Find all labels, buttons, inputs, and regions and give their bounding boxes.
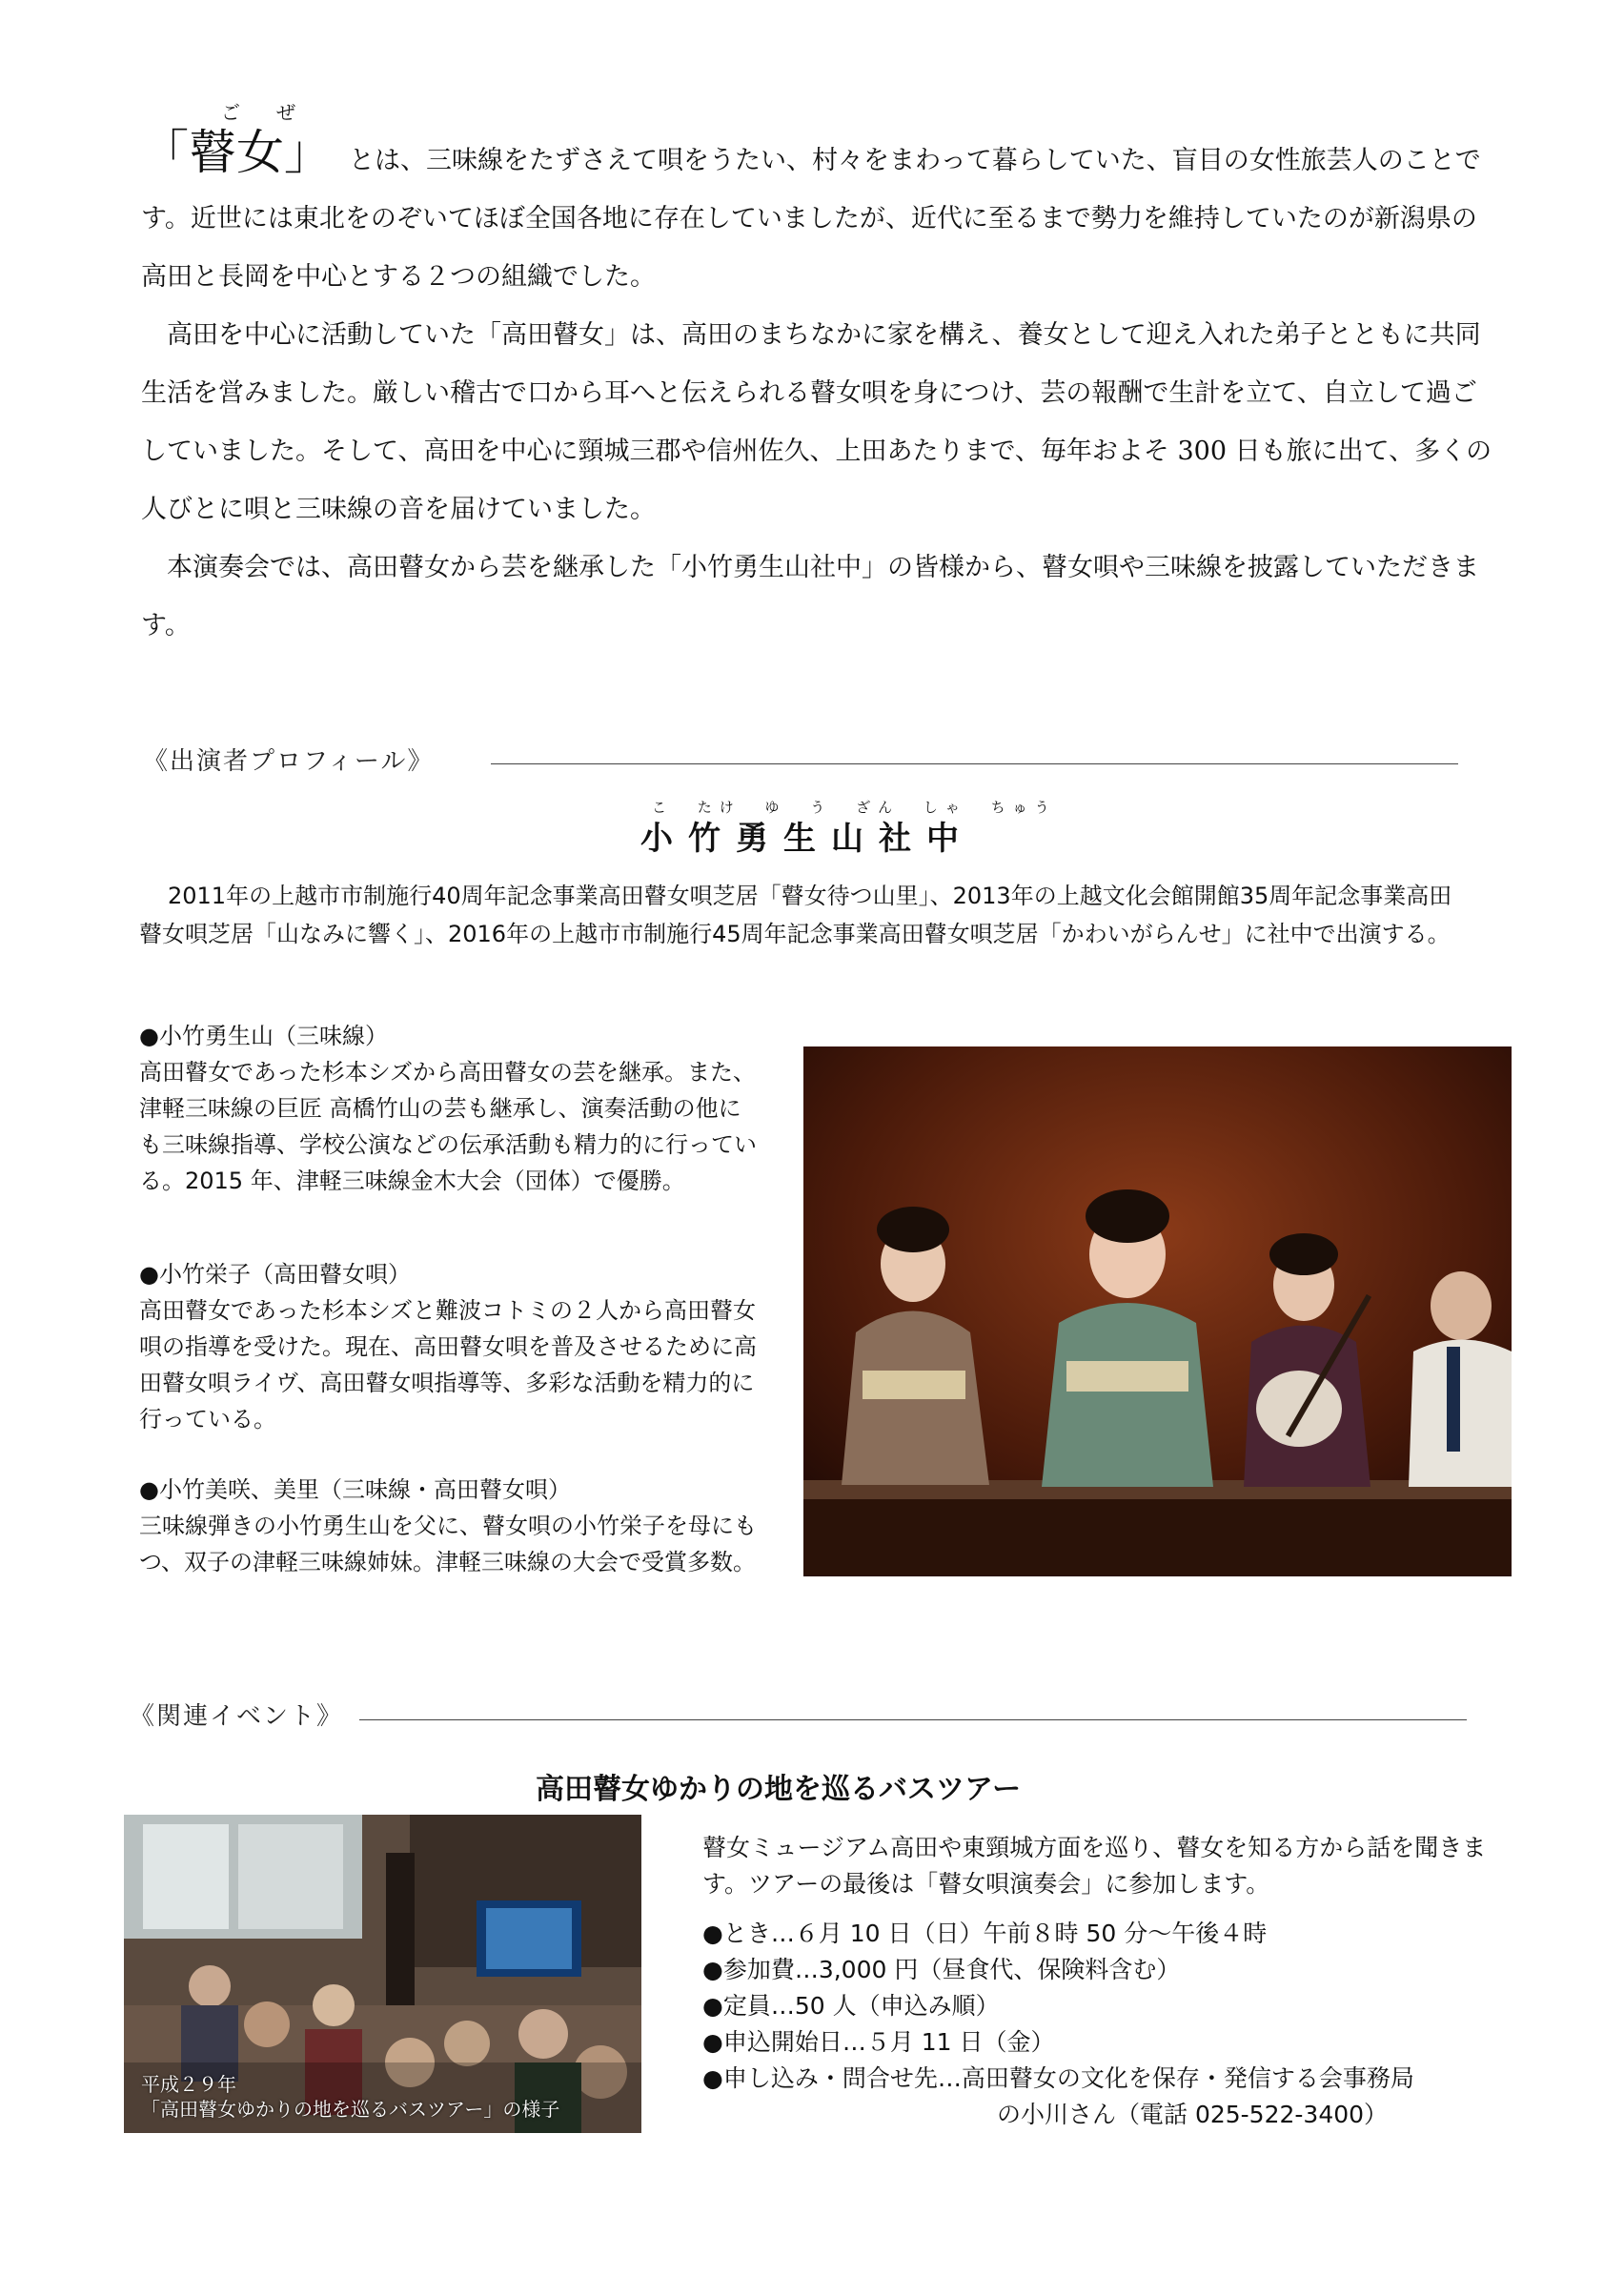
event-title: 高田瞽女ゆかりの地を巡るバスツアー [536,1773,1022,1806]
member-name: ●小竹栄子（高田瞽女唄） [139,1261,411,1288]
group-name: 小竹勇生山社中 [640,820,974,858]
event-heading-rule [359,1719,1467,1720]
member-bio: 高田瞽女であった杉本シズから高田瞽女の芸を継承。また、津軽三味線の巨匠 高橋竹山の芸も継承し、演奏活動の他にも三味線指導、学校公演などの伝承活動も精力的に行っている。2015 年、津軽三味線金木大会（団体）で優勝。 [139,1059,757,1194]
intro-para-2: 高田を中心に活動していた「高田瞽女」は、高田のまちなかに家を構え、養女として迎え入れた弟子とともに共同生活を営みました。厳しい稽古で口から耳へと伝えられる瞽女唄を身につけ、芸の報酬で生計を立て、自立して過ごしていました。そして、高田を中心に頸城三郡や信州佐久、上田あたりまで、毎年およそ 300 日も旅に出て、多くの人びとに唄と三味線の音を届けていました。 [141,320,1492,524]
performance-photo [803,1046,1512,1576]
profile-intro-text: 2011年の上越市市制施行40周年記念事業高田瞽女唄芝居「瞽女待つ山里」、2013年の上越文化会館開館35周年記念事業高田瞽女唄芝居「山なみに響く」、2016年の上越市市制施行45周年記念事業高田瞽女唄芝居「かわいがらんせ」に社中で出演する。 [139,883,1452,947]
intro-para-3: 本演奏会では、高田瞽女から芸を継承した「小竹勇生山社中」の皆様から、瞽女唄や三味線を披露していただきます。 [141,553,1479,640]
member-3 [139,1472,759,1580]
event-item-application-start: ●申込開始日…５月 11 日（金） [702,2028,1055,2056]
profile-heading-rule [491,763,1458,764]
member-bio: 高田瞽女であった杉本シズと難波コトミの２人から高田瞽女唄の指導を受けた。現在、高田瞽女唄を普及させるために高田瞽女唄ライヴ、高田瞽女唄指導等、多彩な活動を精力的に行っている。 [139,1297,757,1432]
event-details-list [702,1916,1560,2133]
event-item-contact-continued: の小川さん（電話 025-522-3400） [997,2101,1389,2128]
page-title: 「瞽女」 [141,125,332,180]
event-item-contact: ●申し込み・問合せ先…高田瞽女の文化を保存・発信する会事務局 [702,2064,1414,2092]
photo-caption-year: 平成２９年 [141,2073,236,2096]
title-with-ruby [141,101,332,190]
event-heading: 《関連イベント》 [130,1702,344,1731]
group-name-ruby: こ たけ ゆ う ざん しゃ ちゅう [652,799,1057,816]
event-item-date: ●とき…６月 10 日（日）午前８時 50 分～午後４時 [702,1920,1268,1947]
profile-intro [139,877,1473,953]
bus-tour-photo [124,1815,641,2133]
intro-text [141,101,1494,655]
event-description: 瞽女ミュージアム高田や東頸城方面を巡り、瞽女を知る方から話を聞きます。ツアーの最後は「瞽女唄演奏会」に参加します。 [702,1834,1487,1898]
profile-heading: 《出演者プロフィール》 [143,747,435,776]
member-name: ●小竹美咲、美里（三味線・高田瞽女唄） [139,1476,571,1503]
intro-para-1: とは、三味線をたずさえて唄をうたい、村々をまわって暮らしていた、盲目の女性旅芸人のことです。近世には東北をのぞいてほぼ全国各地に存在していましたが、近代に至るまで勢力を維持していたのが新潟県の高田と長岡を中心とする２つの組織でした。 [141,146,1481,292]
event-item-fee: ●参加費…3,000 円（昼食代、保険料含む） [702,1956,1181,1983]
member-bio: 三味線弾きの小竹勇生山を父に、瞽女唄の小竹栄子を母にもつ、双子の津軽三味線姉妹。津軽三味線の大会で受賞多数。 [139,1513,757,1575]
member-2 [139,1256,759,1437]
photo-caption: 「高田瞽女ゆかりの地を巡るバスツアー」の様子 [141,2098,560,2121]
member-name: ●小竹勇生山（三味線） [139,1023,388,1049]
title-ruby: ごぜ [221,101,332,124]
member-1 [139,1018,759,1199]
event-item-capacity: ●定員…50 人（申込み順） [702,1992,1000,2020]
